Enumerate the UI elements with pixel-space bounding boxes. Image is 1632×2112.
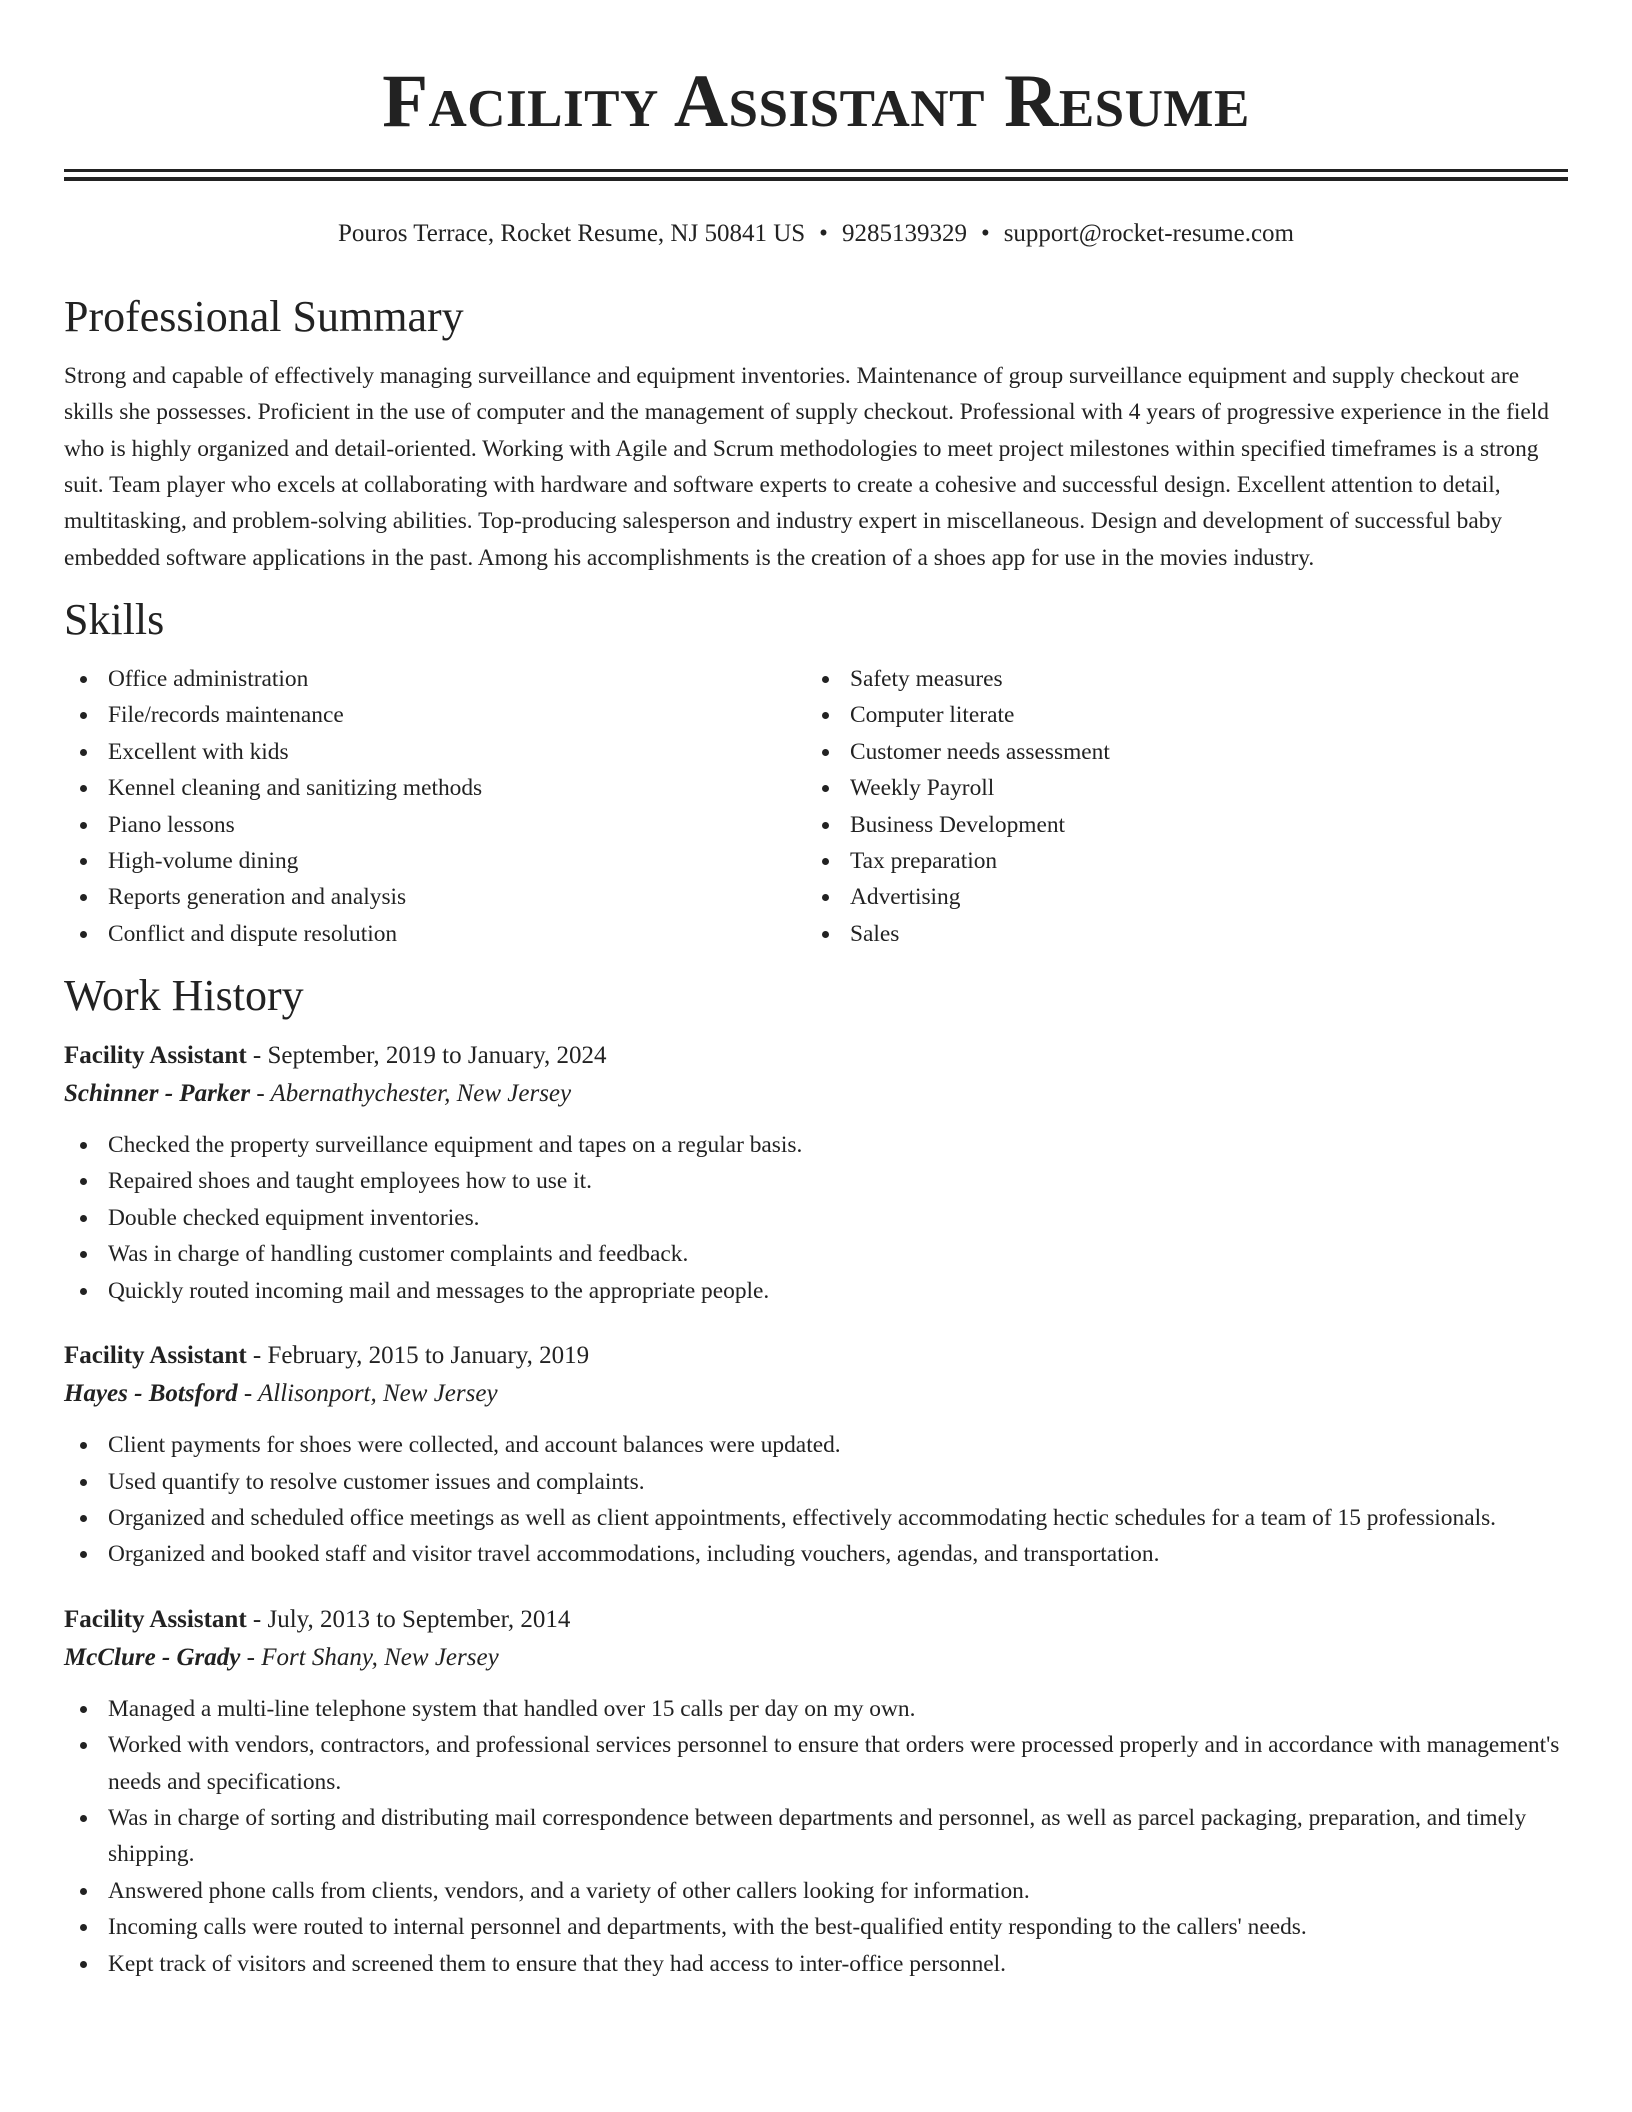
job-location: - Allisonport, New Jersey [237,1380,498,1408]
bullet-icon [822,676,829,683]
list-item [806,879,1548,915]
skills-column-left [64,661,806,952]
bullet-icon [80,1515,87,1522]
list-item-text: Quickly routed incoming mail and messages to the appropriate people. [108,1277,770,1304]
bullet-icon [822,931,829,938]
bullet-icon [822,712,829,719]
list-item [806,734,1548,770]
job-duties-list [64,1427,1568,1573]
list-item-text: Customer needs assessment [850,738,1110,765]
job-location: - Fort Shany, New Jersey [240,1643,499,1671]
job-dates: - July, 2013 to September, 2014 [246,1605,571,1633]
job-entry [64,1601,1568,1982]
list-item [64,1427,1568,1463]
bullet-icon [80,822,87,829]
list-item-text: Incoming calls were routed to internal personnel and departments, with the best-qualified entity responding to the callers' needs. [108,1914,1307,1941]
list-item [806,770,1548,806]
list-item-text: Weekly Payroll [850,775,995,802]
list-item [806,697,1548,733]
list-item [64,1536,1568,1572]
job-organization [64,1639,1568,1677]
bullet-icon [80,1178,87,1185]
list-item-text: File/records maintenance [108,702,344,729]
job-location: - Abernathychester, New Jersey [250,1080,572,1108]
list-item-text: Managed a multi-line telephone system that handled over 15 calls per day on my own. [108,1695,916,1722]
bullet-icon [80,676,87,683]
list-item [64,1127,1568,1163]
job-header [64,1337,1568,1375]
skills-list [64,661,1568,952]
list-item [64,1691,1568,1727]
bullet-icon [80,1288,87,1295]
list-item [64,1800,1568,1873]
list-item [64,1273,1568,1309]
list-item [64,807,806,843]
list-item-text: Sales [850,920,900,947]
bullet-icon [80,1742,87,1749]
title-divider [64,169,1568,181]
contact-address: Pouros Terrace, Rocket Resume, NJ 50841 US [338,220,806,247]
list-item-text: Double checked equipment inventories. [108,1204,480,1231]
bullet-icon [822,749,829,756]
list-item-text: Computer literate [850,702,1015,729]
summary-heading: Professional Summary [64,292,464,341]
bullet-icon [80,1961,87,1968]
list-item-text: Organized and scheduled office meetings as well as client appointments, effectively accommodating hectic schedules for a team of 15 professionals. [108,1504,1497,1531]
list-item [64,661,806,697]
job-title: Facility Assistant [64,1342,247,1370]
list-item-text: Was in charge of handling customer complaints and feedback. [108,1241,689,1268]
bullet-icon [80,1888,87,1895]
skills-heading: Skills [64,595,165,645]
list-item [64,1236,1568,1272]
list-item [64,1873,1568,1909]
list-item [64,1200,1568,1236]
job-company: McClure - Grady [64,1643,241,1671]
contact-email[interactable]: support@rocket-resume.com [1003,220,1294,247]
list-item-text: High-volume dining [108,848,299,875]
list-item [64,1500,1568,1536]
list-item-text: Client payments for shoes were collected, and account balances were updated. [108,1432,841,1459]
list-item [64,1727,1568,1800]
work-history-heading: Work History [64,971,304,1021]
list-item-text: Kennel cleaning and sanitizing methods [108,775,483,802]
list-item-text: Business Development [850,811,1066,838]
skills-column-right [806,661,1548,952]
summary-text: Strong and capable of effectively managing surveillance and equipment inventories. Maintenance of group surveillance equipment and supply checkout are skills she possesses. Proficient in the use of computer and the management of supply checkout. Professional with 4 years of progressive experience in the field who is highly organized and detail-oriented. Working with Agile and Scrum methodologies to meet project milestones within specified timeframes is a strong suit. Team player who excels at collaborating with hardware and software experts to create a cohesive and successful design. Excellent attention to detail, multitasking, and problem-solving abilities. Top-producing salesperson and industry expert in miscellaneous. Design and development of successful baby embedded software applications in the past. Among his accomplishments is the creation of a shoes app for use in the movies industry. [64,362,1549,571]
list-item [64,734,806,770]
list-item-text: Organized and booked staff and visitor travel accommodations, including vouchers, agendas, and transportation. [108,1541,1160,1568]
list-item [64,770,806,806]
job-header [64,1037,1568,1075]
list-item-text: Safety measures [850,666,1003,693]
bullet-icon [80,1142,87,1149]
bullet-icon [822,785,829,792]
bullet-icon [80,1442,87,1449]
job-dates: - February, 2015 to January, 2019 [246,1342,590,1370]
job-company: Schinner - Parker [64,1080,251,1108]
bullet-icon [80,712,87,719]
list-item [806,661,1548,697]
bullet-icon [80,1251,87,1258]
job-duties-list [64,1691,1568,1982]
bullet-icon [822,822,829,829]
list-item [806,843,1548,879]
list-item-text: Kept track of visitors and screened them to ensure that they had access to inter-office personnel. [108,1950,1007,1977]
bullet-icon [80,1815,87,1822]
list-item [806,916,1548,952]
bullet-icon [80,1551,87,1558]
list-item-text: Advertising [850,884,961,911]
list-item [806,807,1548,843]
list-item-text: Excellent with kids [108,738,289,765]
bullet-icon [80,785,87,792]
contact-separator: • [980,220,990,247]
list-item-text: Conflict and dispute resolution [108,920,398,947]
list-item [64,916,806,952]
job-dates: - September, 2019 to January, 2024 [246,1042,607,1070]
bullet-icon [80,1215,87,1222]
list-item-text: Tax preparation [850,848,998,875]
bullet-icon [80,749,87,756]
bullet-icon [80,1706,87,1713]
job-title: Facility Assistant [64,1605,247,1633]
bullet-icon [80,931,87,938]
list-item [64,697,806,733]
contact-line [64,217,1568,251]
list-item-text: Answered phone calls from clients, vendors, and a variety of other callers looking for information. [108,1877,1030,1904]
list-item [64,879,806,915]
list-item-text: Office administration [108,666,309,693]
job-organization [64,1375,1568,1413]
list-item-text: Checked the property surveillance equipment and tapes on a regular basis. [108,1132,803,1159]
list-item-text: Repaired shoes and taught employees how to use it. [108,1168,592,1195]
list-item-text: Worked with vendors, contractors, and professional services personnel to ensure that orders were processed properly and in accordance with management's needs and specifications. [108,1732,1560,1795]
bullet-icon [822,894,829,901]
bullet-icon [822,858,829,865]
contact-separator: • [819,220,828,247]
job-organization [64,1075,1568,1113]
list-item-text: Piano lessons [108,811,235,838]
list-item [64,1909,1568,1945]
list-item [64,1946,1568,1982]
job-entry [64,1337,1568,1573]
bullet-icon [80,1479,87,1486]
list-item-text: Was in charge of sorting and distributing mail correspondence between departments and personnel, as well as parcel packaging, preparation, and timely shipping. [108,1804,1527,1868]
job-title: Facility Assistant [64,1042,247,1070]
list-item [64,1163,1568,1199]
list-item [64,843,806,879]
job-entry [64,1037,1568,1309]
resume-title: Facility Assistant Resume [382,60,1250,143]
list-item [64,1464,1568,1500]
work-history-list [64,1037,1568,1982]
bullet-icon [80,894,87,901]
job-duties-list [64,1127,1568,1309]
job-company: Hayes - Botsford [64,1380,238,1408]
list-item-text: Reports generation and analysis [108,884,407,911]
list-item-text: Used quantify to resolve customer issues and complaints. [108,1468,645,1495]
bullet-icon [80,858,87,865]
job-header [64,1601,1568,1639]
bullet-icon [80,1924,87,1931]
contact-phone: 9285139329 [841,220,967,247]
